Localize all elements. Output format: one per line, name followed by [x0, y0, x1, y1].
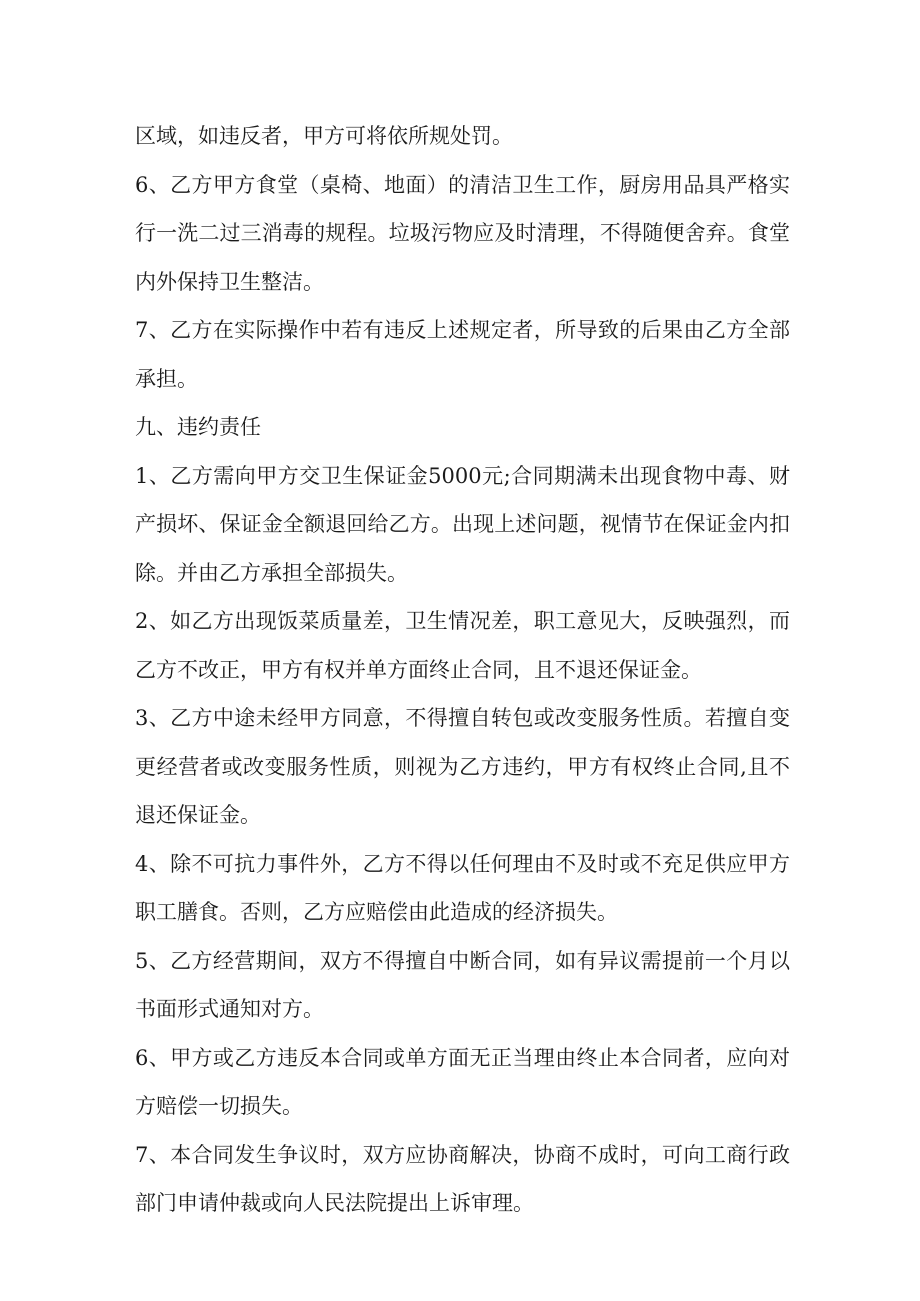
paragraph-breach-6-compensation: 6、甲方或乙方违反本合同或单方面无正当理由终止本合同者，应向对方赔偿一切损失。	[135, 1045, 790, 1118]
paragraph-breach-7-dispute: 7、本合同发生争议时，双方应协商解决，协商不成时，可向工商行政部门申请仲裁或向人民法院提出上诉审理。	[135, 1142, 790, 1215]
paragraph-breach-4-force-majeure: 4、除不可抗力事件外，乙方不得以任何理由不及时或不充足供应甲方职工膳食。否则，乙方应赔偿由此造成的经济损失。	[135, 851, 790, 924]
section-heading-breach-liability: 九、违约责任	[135, 415, 261, 439]
paragraph-breach-3-subcontract: 3、乙方中途未经甲方同意，不得擅自转包或改变服务性质。若擅自变更经营者或改变服务性质，则视为乙方违约，甲方有权终止合同,且不退还保证金。	[135, 706, 790, 827]
paragraph-breach-5-termination-notice: 5、乙方经营期间，双方不得擅自中断合同，如有异议需提前一个月以书面形式通知对方。	[135, 948, 790, 1021]
document-body	[135, 112, 790, 1228]
paragraph-breach-2-quality: 2、如乙方出现饭菜质量差，卫生情况差，职工意见大，反映强烈，而乙方不改正，甲方有权并单方面终止合同，且不退还保证金。	[135, 609, 790, 682]
paragraph-clause-7-responsibility: 7、乙方在实际操作中若有违反上述规定者，所导致的后果由乙方全部承担。	[135, 318, 790, 391]
paragraph-region-clause: 区域，如违反者，甲方可将依所规处罚。	[135, 124, 513, 148]
paragraph-breach-1-deposit: 1、乙方需向甲方交卫生保证金5000元;合同期满未出现食物中毒、财产损坏、保证金全额退回给乙方。出现上述问题，视情节在保证金内扣除。并由乙方承担全部损失。	[135, 463, 790, 585]
paragraph-clause-6-hygiene: 6、乙方甲方食堂（桌椅、地面）的清洁卫生工作，厨房用品具严格实行一洗二过三消毒的规程。垃圾污物应及时清理，不得随便舍弃。食堂内外保持卫生整洁。	[135, 172, 790, 294]
